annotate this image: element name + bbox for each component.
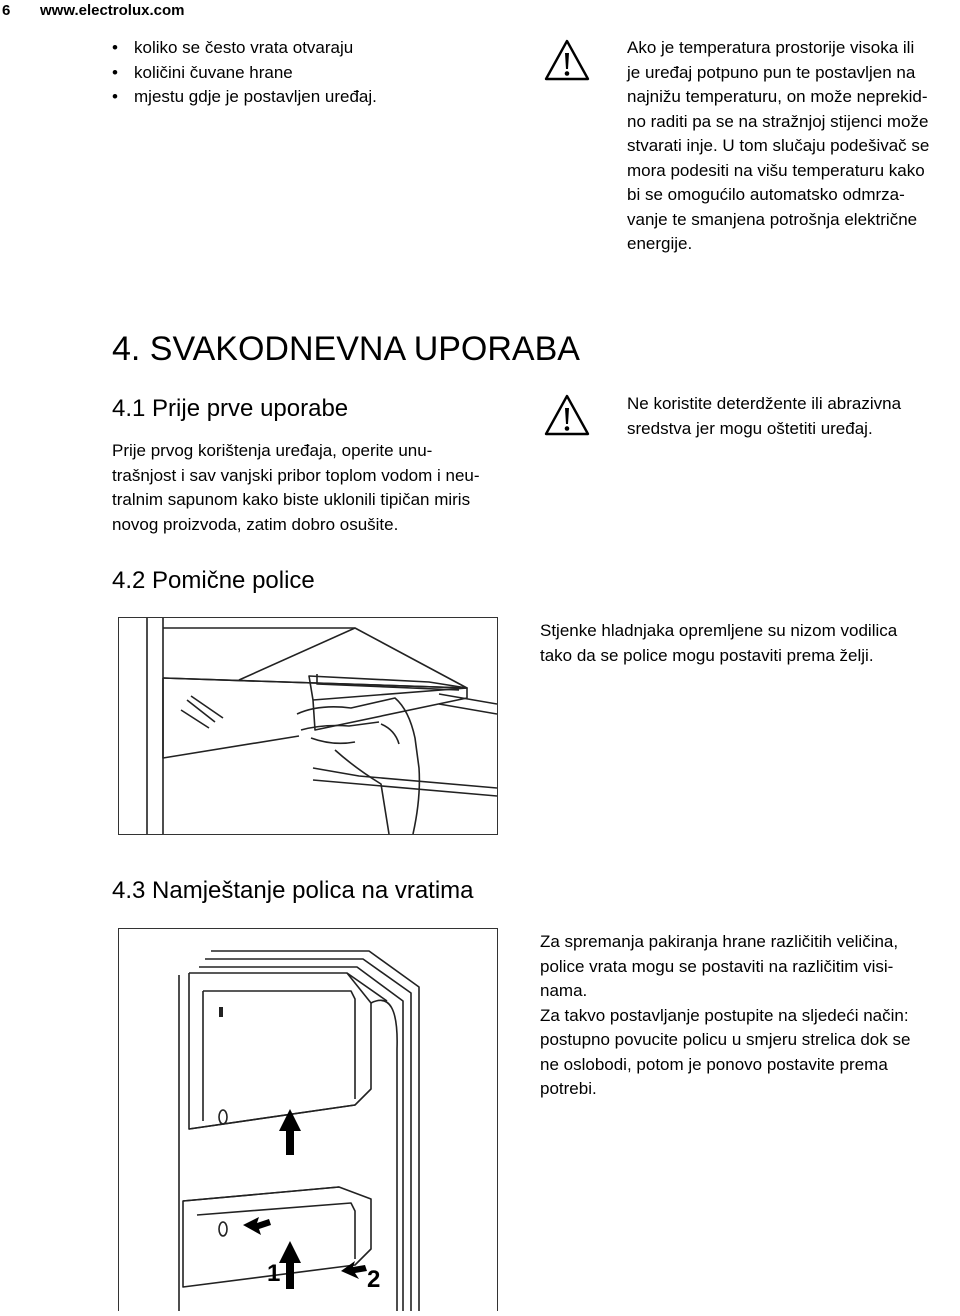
list-item: • mjestu gdje je postavljen uređaj.: [112, 85, 377, 110]
list-item: • količini čuvane hrane: [112, 61, 377, 86]
figure-label-1: 1: [267, 1260, 281, 1287]
warning-text-temperature: Ako je temperatura prostorije visoka ili je uređaj potpuno pun te postavljen na najnižu temperaturu, on može neprekid- no raditi pa se na stražnjoj stijenci može stvarati inje. U tom slučaju podešivač se mora podesiti na višu temperaturu kako bi se omogućilo automatsko odmrza- vanje te smanjena potrošnja električne energije.: [627, 38, 930, 253]
paragraph-door-shelves: Za spremanja pakiranja hrane različitih veličina, police vrata mogu se postaviti na različitim visi- nama. Za takvo postavljanje postupite na sljedeći način: postupno povucite policu u smjeru strelica dok se ne oslobodi, potom je ponovo postavite prema potrebi.: [540, 932, 911, 1098]
paragraph-first-use: Prije prvog korištenja uređaja, operite unu- trašnjost i sav vanjski pribor toplom vodom i neu- tralnim sapunom kako biste uklonili tipičan miris novog proizvoda, zatim dobro osušite.: [112, 441, 480, 534]
shelf-drawing: [119, 618, 497, 834]
subsection-title-4-3: 4.3 Namještanje polica na vratima: [112, 877, 474, 904]
section-title: 4. SVAKODNEVNA UPORABA: [112, 330, 580, 368]
site-url: www.electrolux.com: [40, 2, 185, 19]
door-shelf-illustration: [118, 928, 498, 1311]
list-item: • koliko se često vrata otvaraju: [112, 36, 377, 61]
paragraph-movable-shelves: Stjenke hladnjaka opremljene su nizom vodilica tako da se police mogu postaviti prema želji.: [540, 621, 898, 665]
bullet-list: [112, 36, 377, 110]
shelf-illustration: [118, 617, 498, 835]
door-shelf-drawing: [119, 929, 497, 1311]
figure-label-2: 2: [367, 1266, 381, 1293]
page-number: 6: [2, 2, 11, 19]
warning-triangle-icon: [543, 38, 591, 82]
warning-triangle-icon: [543, 393, 591, 437]
subsection-title-4-1: 4.1 Prije prve uporabe: [112, 395, 349, 422]
subsection-title-4-2: 4.2 Pomične police: [112, 567, 315, 594]
warning-text-detergents: Ne koristite deterdžente ili abrazivna sredstva jer mogu oštetiti uređaj.: [627, 394, 902, 438]
